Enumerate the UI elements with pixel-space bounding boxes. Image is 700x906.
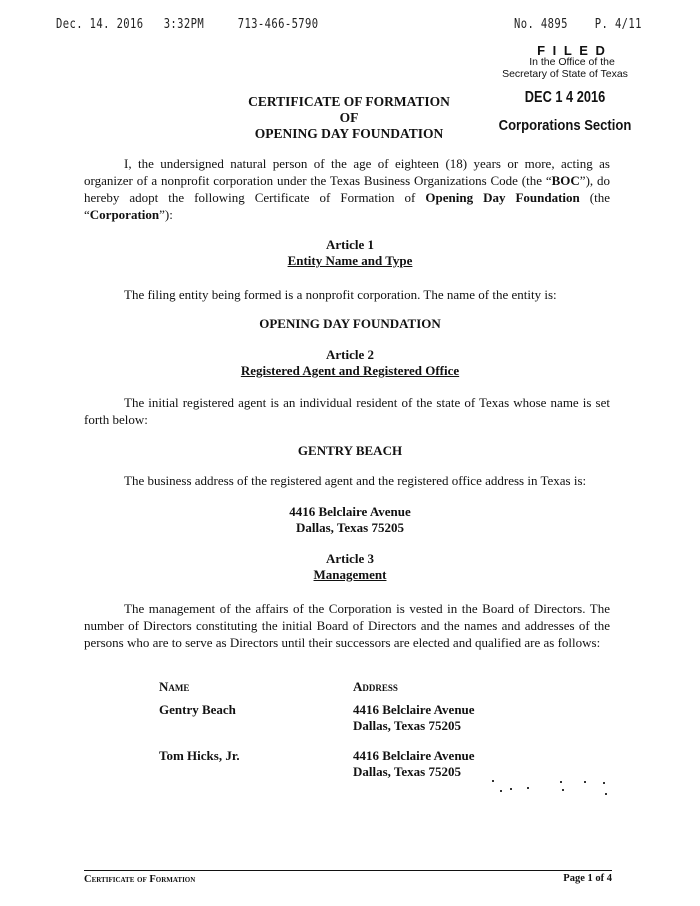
article-2-heading-wrap (0, 363, 700, 379)
intro-text-middle: ”), do hereby adopt the following Certificate of Formation of (84, 173, 610, 205)
title-line1: CERTIFICATE OF FORMATION (248, 94, 450, 109)
article-1-number: Article 1 (325, 237, 374, 252)
corporation-term: Corporation (89, 207, 160, 222)
article-3-text (84, 600, 610, 651)
article-2-text (84, 394, 610, 428)
fax-header-left (56, 16, 318, 32)
article-1-text: The filing entity being formed is a nonprofit corporation. The name of the entity is: (124, 287, 557, 302)
fax-time: 3:32PM (163, 16, 205, 32)
title-line2: OF (339, 110, 359, 125)
director-2-name: Tom Hicks, Jr. (159, 748, 240, 763)
article-3-heading: Management (313, 567, 387, 582)
fax-page: P. 4/11 (594, 16, 642, 32)
registered-office-address-line1: 4416 Belclaire Avenue (289, 504, 411, 519)
fax-date: Dec. 14. 2016 (56, 16, 144, 32)
intro-text-end: ”): (159, 207, 173, 222)
article-1-heading: Entity Name and Type (287, 253, 413, 268)
footer-title: Certificate of Formation (84, 874, 196, 885)
article-2-heading: Registered Agent and Registered Office (240, 363, 460, 378)
article-1-heading-wrap (0, 253, 700, 269)
document-title (246, 94, 452, 142)
filed-stamp (480, 44, 650, 134)
stamp-filed: F I L E D (537, 43, 607, 58)
article-3-number: Article 3 (325, 551, 374, 566)
article-3-heading-wrap (0, 567, 700, 583)
intro-text-after: (the “ (84, 190, 610, 222)
article-2-text2: The business address of the registered agent and the registered office address in Texas is: (124, 473, 587, 488)
fax-header-right (514, 16, 642, 32)
footer-rule (84, 870, 612, 871)
article-2-paragraph: The initial registered agent is an individual resident of the state of Texas whose name is set forth below: (84, 395, 610, 427)
directors-header-name: Name (159, 679, 190, 694)
org-name: Opening Day Foundation (425, 190, 580, 205)
director-1-address-line1: 4416 Belclaire Avenue (353, 702, 475, 717)
intro-text: I, the undersigned natural person of the age of eighteen (18) years or more, acting as organizer of a nonprofit corporation under the Texas Business Organizations Code (the “ (84, 156, 610, 188)
stamp-section: Corporations Section (498, 118, 632, 134)
registered-office-address-line2: Dallas, Texas 75205 (296, 520, 404, 535)
director-2-address-line2: Dallas, Texas 75205 (353, 764, 461, 779)
director-1-name: Gentry Beach (159, 702, 236, 717)
directors-header-address: Address (353, 679, 398, 694)
director-2-address-line1: 4416 Belclaire Avenue (353, 748, 475, 763)
article-2-number: Article 2 (325, 347, 374, 362)
director-1-address-line2: Dallas, Texas 75205 (353, 718, 461, 733)
stamp-line1: In the Office of the (529, 56, 615, 68)
article-1-entity-name: OPENING DAY FOUNDATION (259, 316, 441, 331)
intro-paragraph (84, 155, 610, 223)
article-3-paragraph: The management of the affairs of the Corporation is vested in the Board of Directors. The number of Directors constituting the initial Board of Directors and the names and addresses of the persons who are to serve as Directors until their successors are elected and qualified are as follows: (84, 601, 610, 650)
stamp-line2: Secretary of State of Texas (502, 68, 628, 80)
registered-agent-name: GENTRY BEACH (297, 443, 403, 458)
fax-number: No. 4895 (514, 16, 568, 32)
stamp-date: DEC 1 4 2016 (524, 89, 606, 106)
page-number: Page 1 of 4 (563, 873, 612, 884)
fax-phone: 713-466-5790 (237, 16, 319, 32)
title-line3: OPENING DAY FOUNDATION (254, 126, 444, 141)
boc-term: BOC (551, 173, 580, 188)
